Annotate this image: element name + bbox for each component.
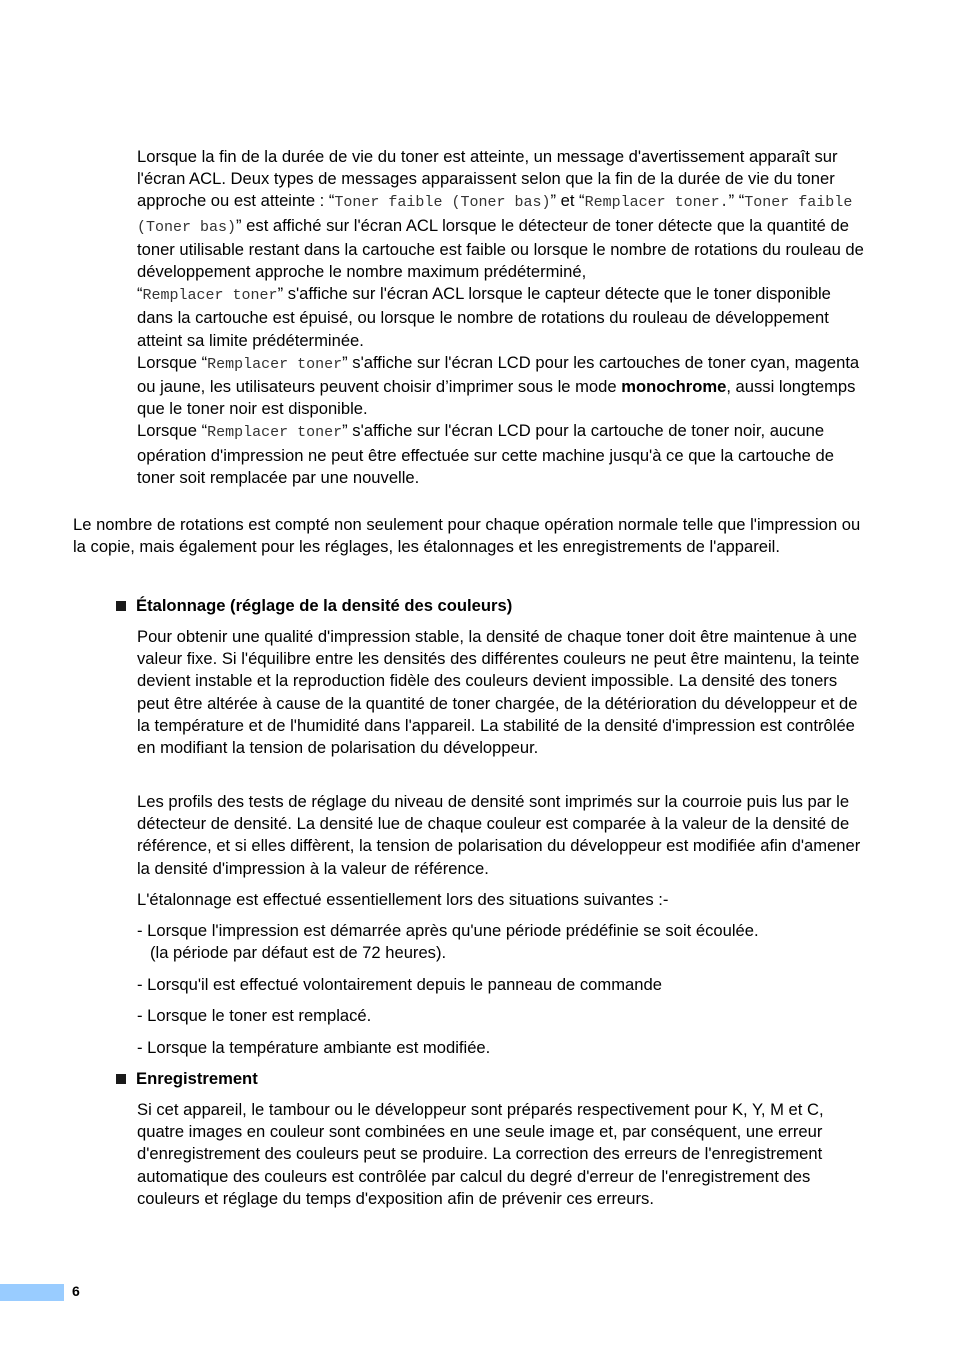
registration-paragraph: Si cet appareil, le tambour ou le développeur sont préparés respectivement pour K, Y, M et C, quatre images en couleur sont combinées en une seule image et, par conséquent, une erreur d'enregistrement des couleurs peut se produire. La correction des erreurs de l'enregistrement automatique des couleurs est contrôlée par calcul du degré d'erreur de l'enregistrement des couleurs et réglage du temps d'exposition afin de prévenir ces erreurs. xyxy=(137,1100,824,1208)
intro-paragraph xyxy=(137,146,867,489)
calibration-heading-text: Étalonnage (réglage de la densité des couleurs) xyxy=(136,596,513,615)
text-fragment: ” s'affiche sur l'écran LCD pour la cartouche de toner noir, aucune opération d'impression ne peut être effectuée sur cette machine jusqu'à ce que la cartouche de toner soit remplacée par une nouvelle. xyxy=(137,421,834,487)
text-fragment: ” s'affiche sur l'écran ACL lorsque le capteur détecte que le toner disponible dans la cartouche est épuisé, ou lorsque le nombre de rotations du rouleau de développement atteint sa limite prédéterminée. xyxy=(137,284,831,350)
calibration-case-2: - Lorsqu'il est effectué volontairement depuis le panneau de commande xyxy=(137,975,662,994)
lcd-message: Toner faible (Toner bas) xyxy=(137,194,853,236)
lcd-message: Remplacer toner xyxy=(207,355,343,373)
rotation-paragraph: Le nombre de rotations est compté non seulement pour chaque opération normale telle que l'impression ou la copie, mais également pour les réglages, les étalonnages et les enregistrements de l'appareil. xyxy=(73,515,861,557)
text-fragment: ” “ xyxy=(728,191,745,211)
text-fragment: Lorsque la fin de la durée de vie du toner est atteinte, un message d'avertissement apparaît sur l'écran ACL. Deux types de messages apparaissent selon que la fin de la durée de vie du toner approche ou est atteinte : “ xyxy=(137,147,838,211)
calibration-case-1-note: (la période par défaut est de 72 heures). xyxy=(150,943,447,962)
text-fragment: Lorsque “ xyxy=(137,421,208,441)
calibration-case-1: - Lorsque l'impression est démarrée après qu'une période prédéfinie se soit écoulée. xyxy=(137,921,759,940)
calibration-case-4: - Lorsque la température ambiante est modifiée. xyxy=(137,1038,491,1057)
black-toner-text xyxy=(137,420,867,489)
toner-warning-text xyxy=(137,146,867,283)
square-bullet-icon xyxy=(116,601,126,611)
calibration-paragraph-3: L'étalonnage est effectué essentiellement lors des situations suivantes :- xyxy=(137,890,669,909)
text-fragment: ” s'affiche sur l'écran LCD pour les cartouches de toner cyan, magenta ou jaune, les utilisateurs peuvent choisir d’imprimer sous le mode xyxy=(137,352,860,397)
lcd-message: Remplacer toner xyxy=(207,424,343,442)
footer-color-bar xyxy=(0,1284,64,1301)
lcd-message: Remplacer toner xyxy=(142,287,278,305)
lcd-message: Remplacer toner. xyxy=(584,194,729,212)
calibration-case-3: - Lorsque le toner est remplacé. xyxy=(137,1006,372,1025)
lcd-message: Toner faible (Toner bas) xyxy=(334,194,551,212)
registration-heading-text: Enregistrement xyxy=(136,1069,258,1088)
text-fragment: ” est affiché sur l'écran ACL lorsque le détecteur de toner détecte que la quantité de toner utilisable restant dans la cartouche est faible ou lorsque le nombre de rotations du rouleau de développement approche le nombre maximum prédéterminé, xyxy=(137,215,864,282)
toner-replace-text xyxy=(137,283,867,352)
bold-term: monochrome xyxy=(621,377,727,397)
page-number: 6 xyxy=(72,1283,80,1299)
calibration-paragraph-1: Pour obtenir une qualité d'impression stable, la densité de chaque toner doit être maintenue à une valeur fixe. Si l'équilibre entre les densités des différentes couleurs ne peut être maintenu, la teinte devient instable et la reproduction fidèle des couleurs devient impossible. La densité des toners peut être altérée à cause de la quantité de toner chargée, de la détérioration du développeur et de la température et de l'humidité dans l'appareil. La stabilité de la densité d'impression est contrôlée en modifiant la tension de polarisation du développeur. xyxy=(137,627,860,758)
square-bullet-icon xyxy=(116,1074,126,1084)
text-fragment: , aussi longtemps que le toner noir est disponible. xyxy=(137,377,856,419)
text-fragment: ” et “ xyxy=(550,191,585,211)
text-fragment: Lorsque “ xyxy=(137,352,208,372)
calibration-paragraph-2: Les profils des tests de réglage du niveau de densité sont imprimés sur la courroie puis lus par le détecteur de densité. La densité lue de chaque couleur est comparée à la valeur de la densité de référence, et si elles diffèrent, la tension de polarisation du développeur est modifiée afin d'amener la densité d'impression à la valeur de référence. xyxy=(137,792,861,878)
calibration-heading xyxy=(116,595,512,617)
color-toner-text xyxy=(137,352,867,421)
registration-heading xyxy=(116,1068,258,1090)
text-fragment: “ xyxy=(137,284,143,304)
